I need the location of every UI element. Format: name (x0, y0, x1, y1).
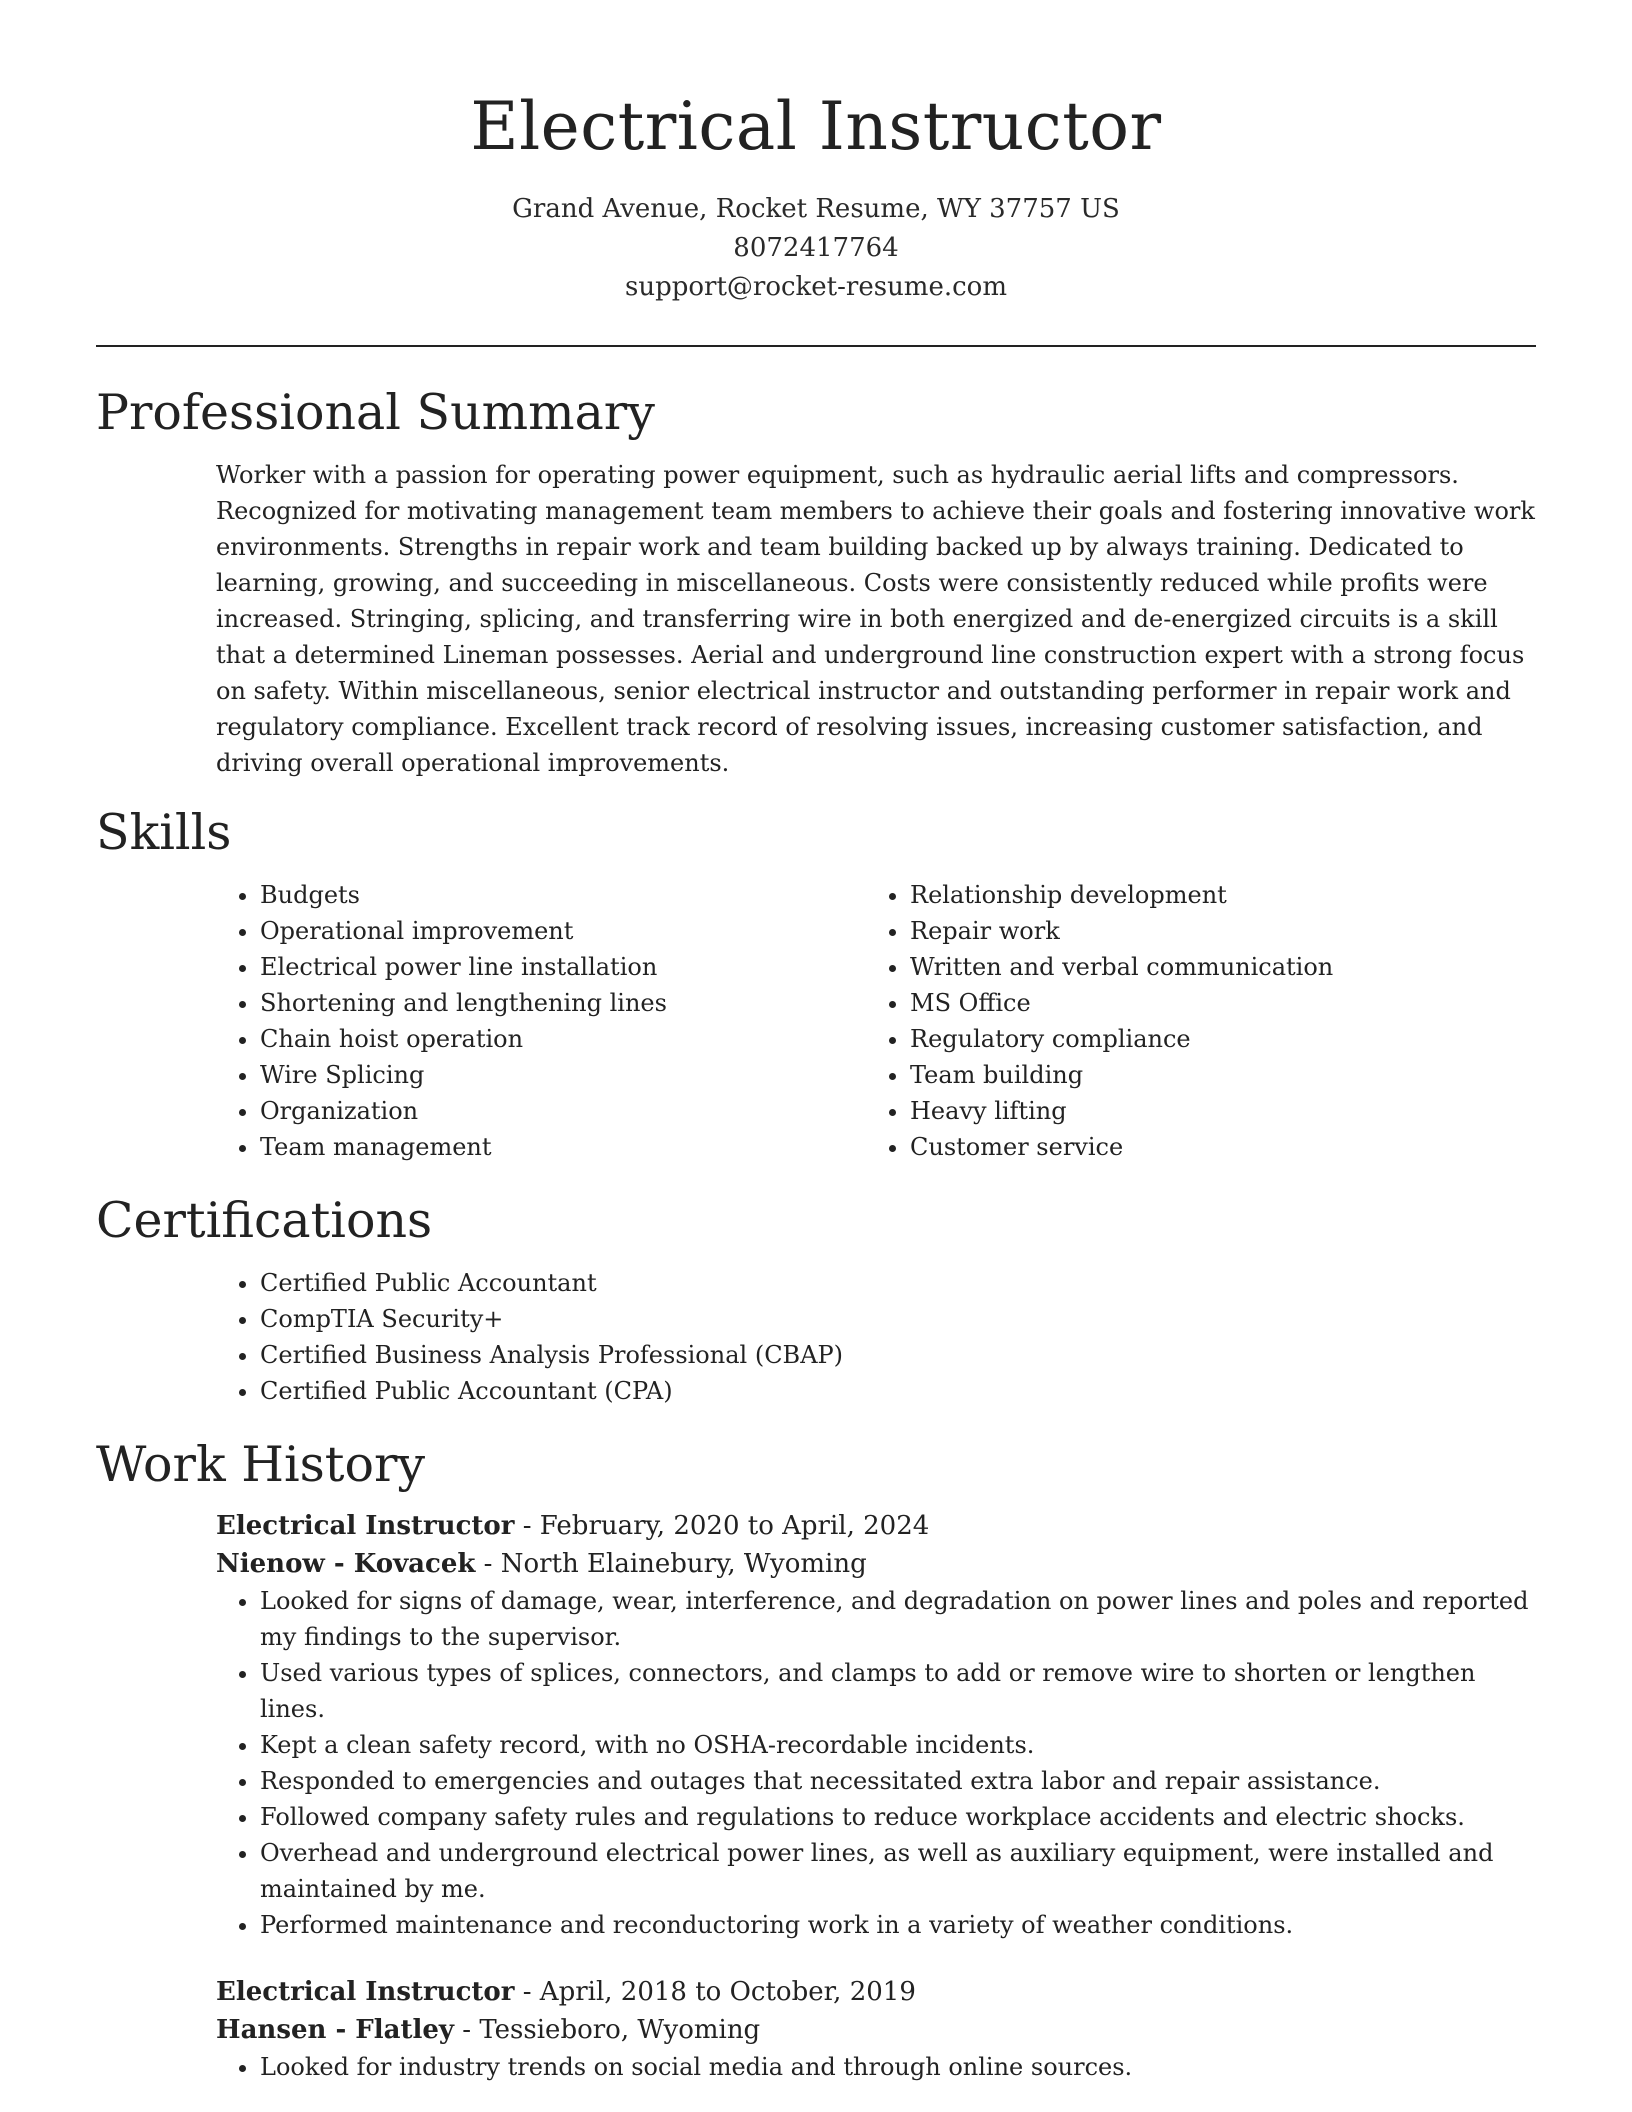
work-history-section (96, 1435, 1536, 2085)
skill-item: • Chain hoist operation (260, 1021, 866, 1057)
certification-item: • Certified Business Analysis Professional (CBAP) (260, 1337, 1536, 1373)
skill-item: • Shortening and lengthening lines (260, 985, 866, 1021)
resume-page (96, 0, 1536, 2085)
contact-address: Grand Avenue, Rocket Resume, WY 37757 US (512, 194, 1120, 224)
certification-item: • Certified Public Accountant (260, 1265, 1536, 1301)
job-dates: February, 2020 to April, 2024 (539, 1511, 930, 1541)
skills-section (96, 803, 1536, 1165)
job-entry (216, 1507, 1536, 1943)
skill-item: • Organization (260, 1093, 866, 1129)
job-bullet: • Kept a clean safety record, with no OSHA-recordable incidents. (260, 1727, 1536, 1763)
skill-item: • Customer service (910, 1129, 1516, 1165)
job-entry (216, 1973, 1536, 2085)
job-title-line (216, 1973, 1536, 2011)
skill-item: • Written and verbal communication (910, 949, 1516, 985)
job-bullet: • Performed maintenance and reconductoring work in a variety of weather conditions. (260, 1907, 1536, 1943)
job-bullet: • Used various types of splices, connectors, and clamps to add or remove wire to shorten or lengthen lines. (260, 1655, 1536, 1727)
summary-text: Worker with a passion for operating power equipment, such as hydraulic aerial lifts and compressors. Recognized for motivating management team members to achieve their goals and fostering innovative work environments. Strengths in repair work and team building backed up by always training. Dedicated to learning, growing, and succeeding in miscellaneous. Costs were consistently reduced while profits were increased. Stringing, splicing, and transferring wire in both energized and de-energized circuits is a skill that a determined Lineman possesses. Aerial and underground line construction expert with a strong focus on safety. Within miscellaneous, senior electrical instructor and outstanding performer in repair work and regulatory compliance. Excellent track record of resolving issues, increasing customer satisfaction, and driving overall operational improvements. (216, 461, 1535, 777)
contact-block (96, 190, 1536, 307)
job-company: Nienow - Kovacek (216, 1549, 476, 1579)
skill-item: • Electrical power line installation (260, 949, 866, 985)
job-separator: - (514, 1511, 540, 1541)
skills-list-left (216, 877, 866, 1165)
certifications-list (216, 1265, 1536, 1409)
job-title: Electrical Instructor (216, 1977, 515, 2007)
skill-item: • Repair work (910, 913, 1516, 949)
job-company-line (216, 1545, 1536, 1583)
skill-item: • Team building (910, 1057, 1516, 1093)
job-bullet: • Looked for signs of damage, wear, interference, and degradation on power lines and poles and reported my findings to the supervisor. (260, 1583, 1536, 1655)
job-bullets (216, 1583, 1536, 1943)
skill-item: • Heavy lifting (910, 1093, 1516, 1129)
job-bullets (216, 2049, 1536, 2085)
resume-name: Electrical Instructor (470, 88, 1162, 165)
job-title: Electrical Instructor (216, 1511, 515, 1541)
skill-item: • Team management (260, 1129, 866, 1165)
certification-item: • CompTIA Security+ (260, 1301, 1536, 1337)
job-separator: - (454, 2015, 480, 2045)
certification-item: • Certified Public Accountant (CPA) (260, 1373, 1536, 1409)
skill-item: • Budgets (260, 877, 866, 913)
contact-email: support@rocket-resume.com (624, 272, 1007, 302)
contact-phone: 8072417764 (733, 233, 899, 263)
certifications-heading: Certifications (96, 1192, 433, 1249)
job-dates: April, 2018 to October, 2019 (539, 1977, 916, 2007)
skill-item: • MS Office (910, 985, 1516, 1021)
summary-heading: Professional Summary (96, 384, 655, 441)
skill-item: • Regulatory compliance (910, 1021, 1516, 1057)
skills-heading: Skills (96, 804, 232, 861)
job-separator: - (475, 1549, 501, 1579)
job-location: North Elainebury, Wyoming (500, 1549, 867, 1579)
work-history-heading: Work History (96, 1436, 426, 1493)
header-divider (96, 345, 1536, 347)
certifications-section (96, 1191, 1536, 1409)
job-bullet: • Followed company safety rules and regulations to reduce workplace accidents and electric shocks. (260, 1799, 1536, 1835)
job-separator: - (514, 1977, 540, 2007)
job-location: Tessieboro, Wyoming (479, 2015, 761, 2045)
job-bullet: • Overhead and underground electrical power lines, as well as auxiliary equipment, were installed and maintained by me. (260, 1835, 1536, 1907)
skills-list-right (866, 877, 1516, 1165)
skill-item: • Relationship development (910, 877, 1516, 913)
job-bullet: • Responded to emergencies and outages that necessitated extra labor and repair assistance. (260, 1763, 1536, 1799)
job-title-line (216, 1507, 1536, 1545)
job-bullet: • Looked for industry trends on social media and through online sources. (260, 2049, 1536, 2085)
skill-item: • Wire Splicing (260, 1057, 866, 1093)
skill-item: • Operational improvement (260, 913, 866, 949)
job-company-line (216, 2011, 1536, 2049)
summary-section (96, 383, 1536, 781)
job-company: Hansen - Flatley (216, 2015, 455, 2045)
